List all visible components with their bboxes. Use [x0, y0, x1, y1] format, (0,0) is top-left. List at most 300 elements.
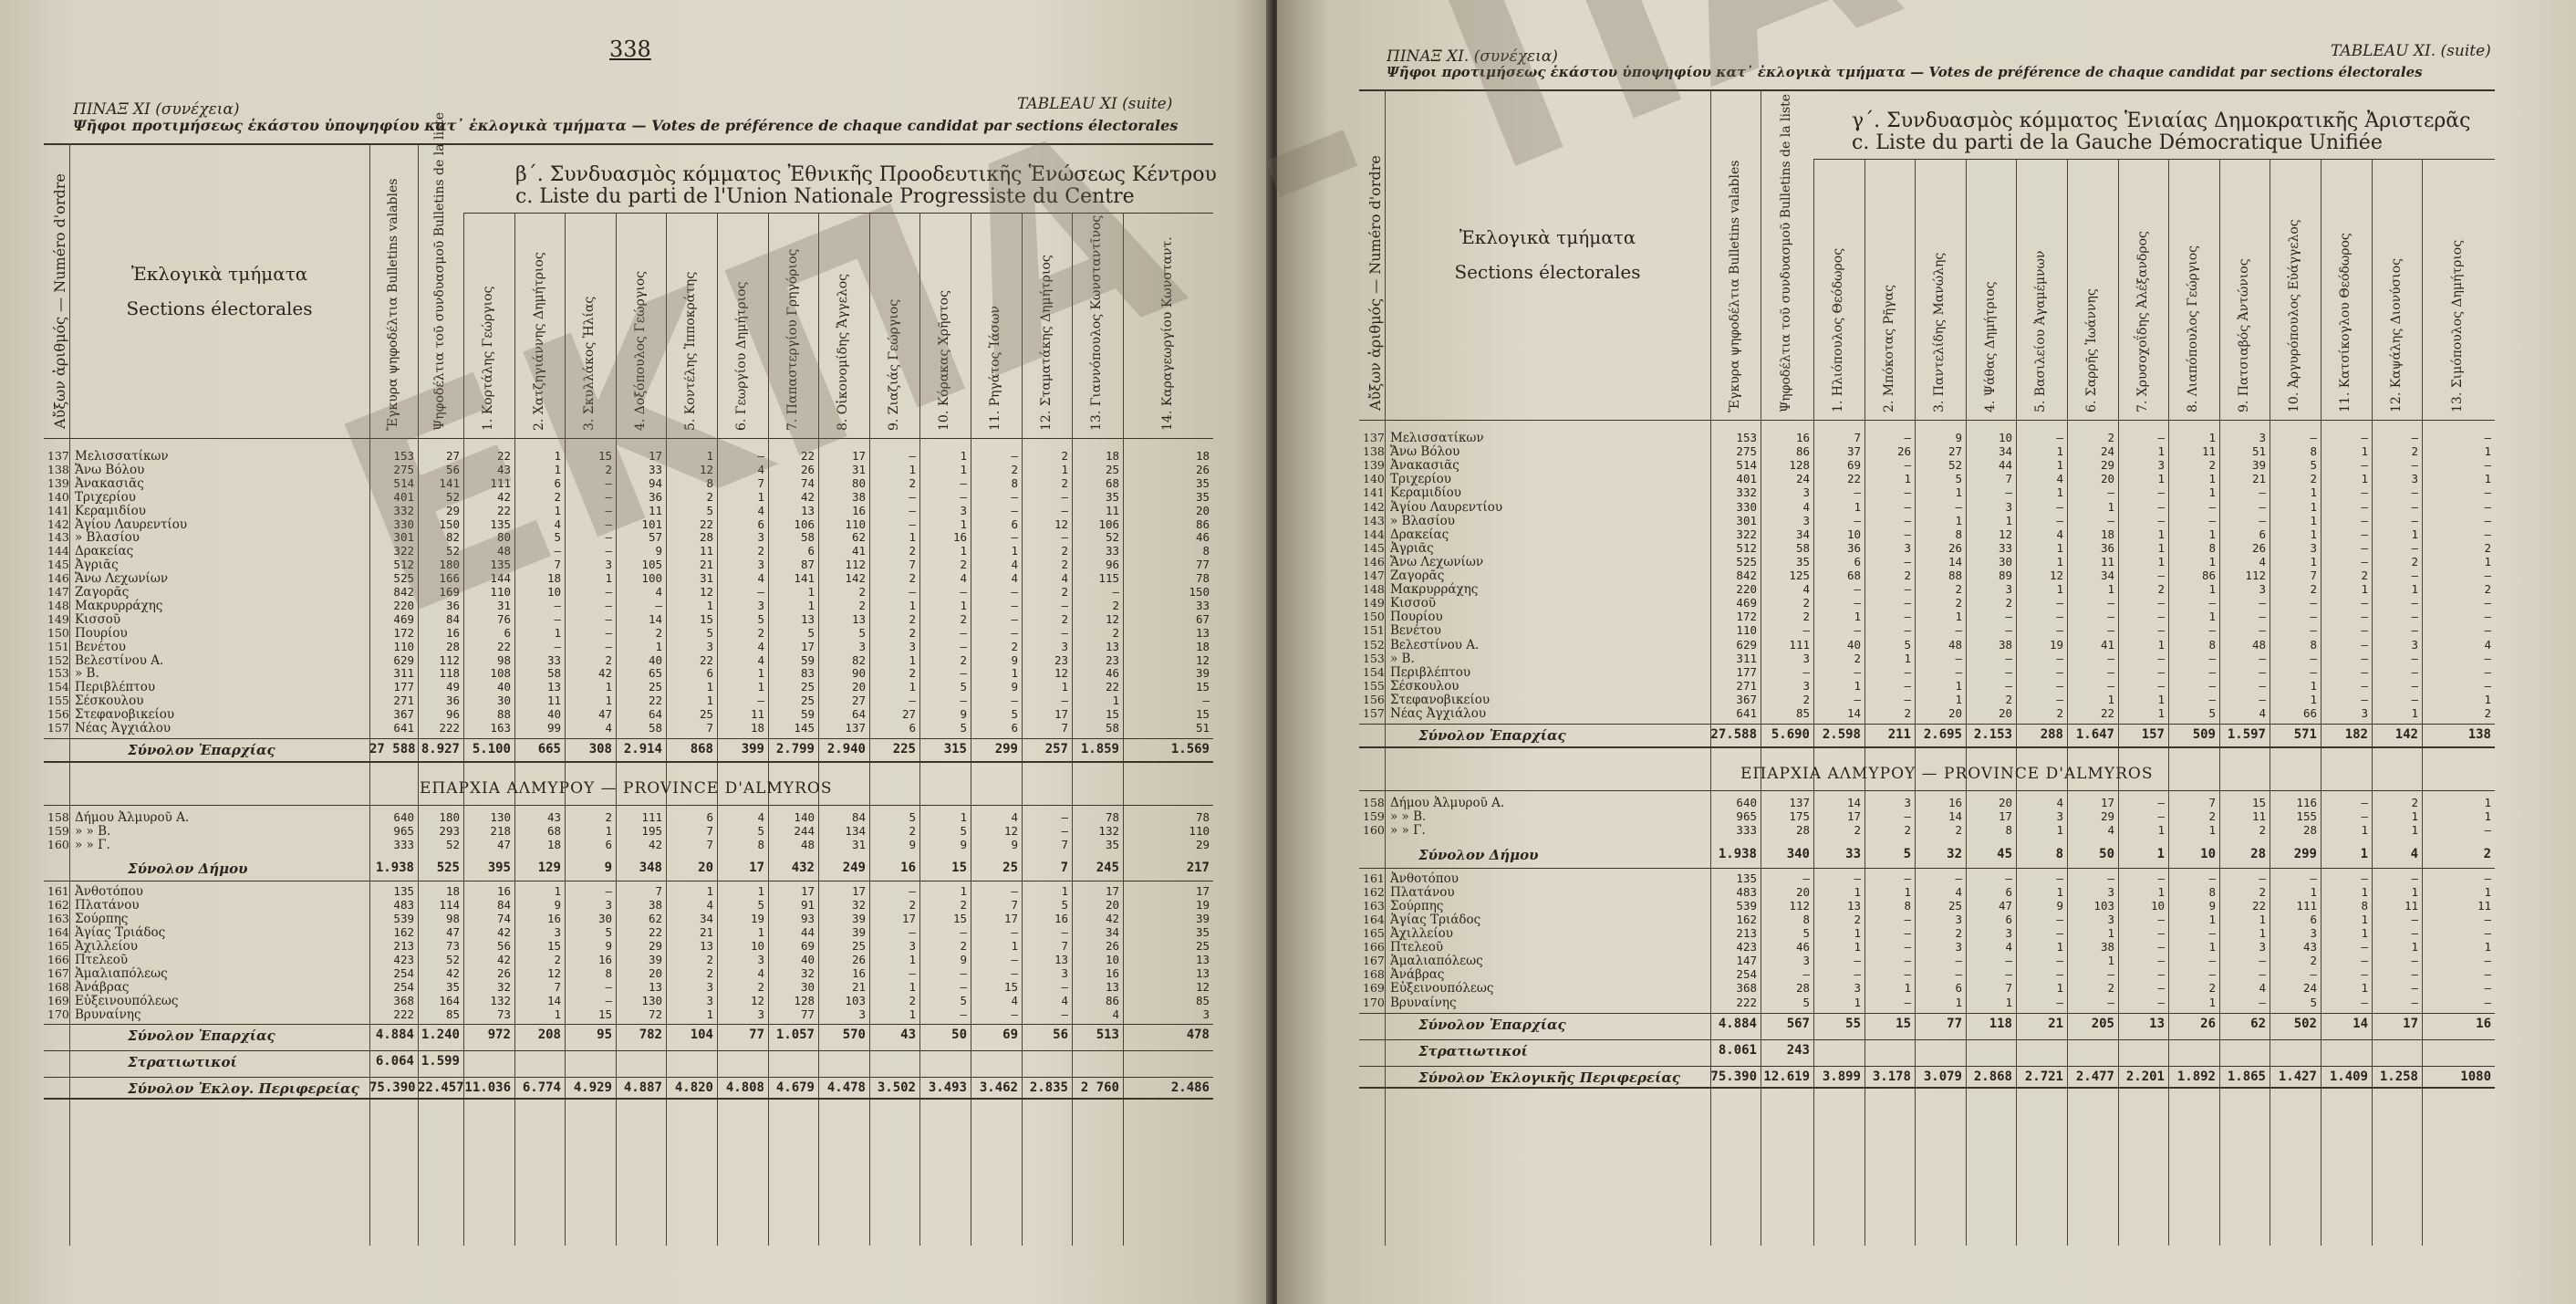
cell-value: — [1011, 585, 1018, 599]
cell-value: 1 [554, 1007, 561, 1021]
table-row [1277, 871, 2576, 885]
cell-value: — [2157, 513, 2165, 527]
cell-value: 395 [487, 860, 511, 875]
cell-value: — [2411, 678, 2418, 693]
cell-value: 1 [605, 823, 612, 838]
cell-value: 4 [2056, 472, 2063, 486]
cell-value: 2 [1112, 598, 1119, 612]
cell-value: 4 [1011, 993, 1018, 1007]
cell-value: 16 [597, 952, 612, 966]
cell-value: 1 [2411, 884, 2418, 899]
cell-value: 2 [2005, 596, 2012, 610]
table-row [1277, 913, 2576, 926]
table-row [1277, 940, 2576, 954]
cell-value: 1 [2157, 637, 2165, 652]
cell-value: — [1904, 596, 1911, 610]
row-number: 143 [1363, 513, 1385, 527]
cell-value: 28 [445, 639, 460, 653]
cell-value: 85 [1795, 706, 1810, 720]
row-number: 168 [47, 979, 69, 994]
top-rule [44, 143, 1213, 145]
cell-value: — [2484, 651, 2491, 665]
cell-value: 29 [445, 503, 460, 517]
row-number: 161 [47, 884, 69, 899]
cell-value: 4 [757, 571, 764, 586]
cell-value: 5 [909, 809, 916, 824]
cell-value: — [2259, 871, 2266, 885]
cell-value: 6 [706, 666, 713, 681]
cell-value: 18 [546, 837, 561, 851]
cell-value: 43 [496, 462, 511, 476]
cell-value: — [2259, 678, 2266, 693]
cell-value: 28 [1795, 823, 1810, 838]
cell-value: 162 [1736, 912, 1757, 926]
cell-value: 16 [1795, 431, 1810, 444]
total2-rule [44, 1024, 1213, 1025]
cell-value: 7 [655, 884, 662, 899]
table-row [0, 653, 1272, 667]
cell-value: 1 [2005, 995, 2012, 1009]
cell-value: 4.929 [573, 1080, 612, 1096]
cell-value: 38 [851, 489, 866, 504]
row-number: 164 [1363, 912, 1385, 926]
cell-value: 73 [445, 939, 460, 953]
cell-value: 2 [858, 598, 866, 612]
cell-value: 3 [757, 1007, 764, 1021]
cell-value: — [2208, 664, 2216, 679]
row-label: Εὐξεινουπόλεως [1390, 981, 1494, 996]
table-row [1277, 638, 2576, 652]
cell-value: 55 [1845, 1016, 1861, 1031]
district-total-row [0, 1080, 1272, 1098]
cell-value: — [2056, 967, 2063, 982]
cell-value: 20 [698, 860, 713, 875]
cell-value: — [2411, 954, 2418, 968]
cell-value: 11 [699, 544, 713, 558]
cell-value: 10 [1846, 527, 1861, 541]
row-label: Σύνολον Ἐκλογ. Περιφερείας [128, 1080, 359, 1098]
cell-value: 11 [750, 707, 764, 722]
district-rule [1359, 1066, 2495, 1067]
cell-value: 22 [496, 449, 511, 463]
row-label: Σύνολον Ἐπαρχίας [1418, 1016, 1566, 1033]
cell-value: 4.808 [725, 1080, 764, 1096]
cell-value: — [1904, 871, 1911, 885]
cell-value: — [2484, 995, 2491, 1009]
row-number: 140 [47, 489, 69, 504]
cell-value: 1 [706, 1007, 713, 1021]
cell-value: 35 [445, 979, 460, 994]
table-row [0, 939, 1272, 953]
cell-value: — [2310, 596, 2317, 610]
cell-value: 9 [909, 837, 916, 851]
cell-value: 1 [2310, 884, 2317, 899]
cell-value: 6 [2005, 884, 2012, 899]
table-row [1277, 527, 2576, 541]
cell-value: — [2361, 623, 2368, 638]
cell-value: 25 [1002, 860, 1018, 875]
cell-value: 2 [1061, 449, 1068, 463]
cell-value: 7 [1060, 860, 1068, 875]
cell-value: 4.820 [674, 1080, 713, 1096]
cell-value: 8 [2310, 444, 2317, 459]
cell-value: 5 [1011, 707, 1018, 722]
cell-value: 4 [2410, 846, 2418, 861]
cell-value: — [909, 516, 916, 531]
column-header-label: 5. Βασιλείου Ἀγαμέμνων [2033, 250, 2048, 412]
cell-value: 641 [393, 721, 414, 735]
cell-value: 1.569 [1170, 741, 1210, 756]
cell-value: 469 [1736, 596, 1757, 610]
cell-value: — [655, 598, 662, 612]
cell-value: 12 [2049, 569, 2063, 582]
column-header-label: 11. Κατσίκογλου Θεόδωρος [2338, 233, 2353, 412]
cell-value: 20 [1195, 503, 1210, 517]
cell-value: 177 [393, 680, 414, 694]
row-label: Σύνολον Δήμου [128, 860, 248, 877]
row-label: Μελισσατίκων [1390, 431, 1484, 445]
cell-value: — [2361, 678, 2368, 693]
cell-value: 29 [648, 939, 662, 953]
cell-value: 84 [496, 898, 511, 913]
column-header-label: 9. Πατσιαβός Ἀντώνιος [2236, 258, 2251, 412]
cell-value: 3.899 [1822, 1069, 1861, 1084]
cell-value: 2.940 [826, 741, 866, 756]
cell-value: — [605, 516, 612, 531]
cell-value: — [2208, 623, 2216, 638]
cell-value: 23 [1054, 652, 1068, 667]
table-row [1277, 555, 2576, 569]
row-label: Σύνολον Ἐπαρχίας [128, 741, 275, 758]
cell-value: 512 [1736, 540, 1757, 555]
cell-value: — [960, 475, 967, 490]
cell-value: 11 [1105, 503, 1119, 517]
row-number: 155 [1363, 678, 1385, 693]
cell-value: 5 [2208, 706, 2216, 720]
cell-value: 2 [554, 952, 561, 966]
cell-value: 98 [445, 912, 460, 926]
cell-value: 9 [1011, 837, 1018, 851]
cell-value: 16 [1105, 965, 1119, 980]
cell-value: 965 [393, 823, 414, 838]
cell-value: 37 [1846, 444, 1861, 459]
cell-value: 85 [445, 1007, 460, 1021]
cell-value: 1 [2361, 912, 2368, 926]
row-label: Νέας Ἀγχιάλου [1390, 706, 1487, 721]
cell-value: 2 [1061, 585, 1068, 599]
row-number: 142 [1363, 499, 1385, 514]
cell-value: 50 [2099, 846, 2114, 861]
cell-value: 1 [807, 585, 815, 599]
cell-value: — [2484, 823, 2491, 838]
cell-value: 629 [393, 652, 414, 667]
row-number: 167 [1363, 954, 1385, 968]
table-row [1277, 541, 2576, 555]
row-label: Περιβλέπτου [1390, 664, 1471, 680]
cell-value: 14 [546, 993, 561, 1007]
cell-value: — [2484, 664, 2491, 679]
province-rule [1359, 790, 2495, 791]
cell-value: 84 [851, 809, 866, 824]
cell-value: 42 [496, 952, 511, 966]
cell-value: — [1011, 449, 1018, 463]
row-number: 147 [47, 585, 69, 599]
row-label: Ἀνακασιᾶς [1390, 458, 1459, 474]
cell-value: 333 [393, 837, 414, 851]
cell-value: 169 [439, 585, 460, 599]
cell-value: 2 [2208, 981, 2216, 996]
cell-value: — [1854, 582, 1861, 597]
cell-value: 1 [706, 884, 713, 899]
cell-value: — [2157, 967, 2165, 982]
cell-value: 17 [2100, 796, 2114, 810]
cell-value: 26 [1105, 939, 1119, 953]
row-number: 153 [47, 666, 69, 681]
cell-value: 17 [851, 884, 866, 899]
cell-value: 9 [554, 898, 561, 913]
cell-value: 8 [2310, 637, 2317, 652]
cell-value: 1 [1854, 995, 1861, 1009]
row-label: Ἁγίου Λαυρεντίου [1390, 499, 1503, 515]
cell-value: 2.695 [1923, 727, 1962, 743]
cell-value: 3 [2259, 431, 2266, 444]
table-row [1277, 926, 2576, 940]
cell-value: — [605, 544, 612, 558]
cell-value: 7 [757, 475, 764, 490]
cell-value: 16 [1948, 796, 1962, 810]
cell-value: 58 [546, 666, 561, 681]
row-number: 147 [1363, 569, 1385, 582]
cell-value: 3 [2259, 582, 2266, 597]
cell-value: — [2361, 692, 2368, 706]
cell-value: 138 [2467, 727, 2491, 743]
cell-value: 1 [960, 462, 967, 476]
cell-value: 4 [554, 516, 561, 531]
cell-value: 18 [2100, 527, 2114, 541]
cell-value: 6 [706, 809, 713, 824]
cell-value: 43 [2302, 940, 2317, 955]
cell-value: 1 [1955, 513, 1962, 527]
cell-value: 1 [554, 625, 561, 640]
cell-value: — [2259, 485, 2266, 500]
cell-value: 1 [1955, 610, 1962, 624]
cell-value: 1 [706, 598, 713, 612]
cell-value: 21 [2048, 1016, 2063, 1031]
cell-value: 1 [1854, 610, 1861, 624]
cell-value: 23 [1105, 652, 1119, 667]
table-row [0, 490, 1272, 504]
cell-value: 1 [2310, 554, 2317, 569]
cell-value: 1 [706, 680, 713, 694]
cell-value: — [1854, 664, 1861, 679]
cell-value: 90 [851, 666, 866, 681]
cell-value: 16 [496, 884, 511, 899]
table-row [1277, 569, 2576, 582]
cell-value: — [2005, 967, 2012, 982]
column-header-label: 9. Ζιαζιάς Γεώργιος [886, 298, 901, 431]
cell-value: 332 [393, 503, 414, 517]
cell-value: 4 [757, 639, 764, 653]
cell-value: 25 [699, 707, 713, 722]
table-row [1277, 796, 2576, 809]
cell-value: 12 [1105, 611, 1119, 626]
cell-value: 5 [1955, 472, 1962, 486]
cell-value: 1 [554, 462, 561, 476]
cell-value: — [2484, 513, 2491, 527]
cell-value: 66 [2302, 706, 2317, 720]
cell-value: 972 [487, 1028, 511, 1043]
total-rule [44, 738, 1213, 739]
cell-value: 1.057 [775, 1028, 815, 1043]
cell-value: 5 [1802, 926, 1810, 940]
sections-label-french: Sections électorales [126, 297, 313, 319]
cell-value: — [1904, 582, 1911, 597]
cell-value: 4 [757, 965, 764, 980]
district-rule [44, 1077, 1213, 1078]
cell-value: 195 [641, 823, 662, 838]
cell-value: 1 [2360, 846, 2368, 861]
cell-value: 1.258 [2379, 1069, 2418, 1084]
cell-value: 8 [605, 965, 612, 980]
cell-value: 150 [1189, 585, 1210, 599]
cell-value: 26 [1195, 462, 1210, 476]
cell-value: 1 [706, 449, 713, 463]
cell-value: 3 [2411, 472, 2418, 486]
cell-value: 52 [445, 544, 460, 558]
table-row [1277, 472, 2576, 485]
cell-value: 20 [1795, 884, 1810, 899]
cell-value: 42 [496, 489, 511, 504]
cell-value: 9 [2208, 898, 2216, 913]
cell-value: 3 [2310, 926, 2317, 940]
cell-value: — [2157, 431, 2165, 444]
cell-value: — [960, 585, 967, 599]
cell-value: — [2056, 692, 2063, 706]
row-number: 167 [47, 965, 69, 980]
row-label: Ἄνω Βόλου [1390, 444, 1460, 460]
row-label: Ἁμαλιαπόλεως [1390, 954, 1483, 969]
cell-value: 1 [909, 952, 916, 966]
cell-value: 8 [2361, 898, 2368, 913]
cell-value: 24 [1795, 472, 1810, 486]
cell-value: 1 [2259, 926, 2266, 940]
cell-value: 5 [807, 625, 815, 640]
cell-value: — [909, 503, 916, 517]
cell-value: 15 [597, 1007, 612, 1021]
cell-value: 21 [699, 925, 713, 940]
row-number: 161 [1363, 871, 1385, 885]
row-label: Κεραμιδίου [75, 503, 146, 518]
cell-value: 1 [2056, 981, 2063, 996]
cell-value: — [2208, 596, 2216, 610]
cell-value: 16 [445, 625, 460, 640]
cell-value: 868 [690, 741, 713, 756]
cell-value: 3.502 [877, 1080, 916, 1096]
cell-value: 177 [1736, 664, 1757, 679]
cell-value: 22 [648, 694, 662, 708]
cell-value: 3 [757, 598, 764, 612]
cell-value: 125 [1789, 569, 1810, 582]
cell-value: 30 [800, 979, 815, 994]
cell-value: 155 [2296, 809, 2317, 824]
cell-value: 74 [496, 912, 511, 926]
cell-value: 7 [2208, 796, 2216, 810]
cell-value: 65 [648, 666, 662, 681]
cell-value: 112 [439, 652, 460, 667]
cell-value: 539 [1736, 898, 1757, 913]
cell-value: 42 [800, 489, 815, 504]
cell-value: — [1904, 967, 1911, 982]
cell-value: — [960, 965, 967, 980]
header-bottom-rule [44, 438, 1213, 439]
cell-value: 514 [393, 475, 414, 490]
table-row [0, 980, 1272, 994]
cell-value: — [605, 489, 612, 504]
cell-value: 641 [1736, 706, 1757, 720]
cell-value: 3 [2259, 940, 2266, 955]
cell-value: 1 [2411, 823, 2418, 838]
cell-value: 2 [1904, 823, 1911, 838]
cell-value: 130 [490, 809, 511, 824]
cell-value: 8 [1011, 475, 1018, 490]
cell-value: 104 [690, 1028, 713, 1043]
cell-value: 2 [757, 979, 764, 994]
cell-value: 30 [1998, 554, 2012, 569]
cell-value: 4 [655, 585, 662, 599]
cell-value: 47 [1998, 898, 2012, 913]
table-row [1277, 610, 2576, 623]
column-header-label: 4. Ψάθας Δημήτριος [1982, 281, 1998, 412]
cell-value: — [2361, 940, 2368, 955]
cell-value: 58 [1105, 721, 1119, 735]
column-header-label: 7. Παπαστεργίου Γρηγόριος [784, 248, 800, 431]
cell-value: 13 [1195, 952, 1210, 966]
row-label: Στεφανοβικείου [75, 707, 175, 723]
cell-value: 2 [2361, 569, 2368, 582]
cell-value: — [2208, 954, 2216, 968]
row-label: Σούρπης [1390, 898, 1444, 913]
province-total-row [0, 742, 1272, 756]
row-label: » Βλασίου [1390, 513, 1455, 528]
cell-value: 16 [952, 530, 967, 545]
cell-value: 1 [2157, 472, 2165, 486]
row-number: 165 [1363, 926, 1385, 940]
cell-value: 17 [1195, 884, 1210, 899]
cell-value: 2 [605, 652, 612, 667]
cell-value: — [1904, 912, 1911, 926]
cell-value: 7 [909, 558, 916, 572]
table-subheader: Ψῆφοι προτιμήσεως ἑκάστου ὑποψηφίου κατ᾿ ἐκλογικὰ τμήματα — Votes de préférence de chaque candidat par sections électorales [1387, 64, 2423, 80]
cell-value: 56 [445, 462, 460, 476]
column-header-label: Ψηφοδέλτια τοῦ συνδυασμοῦ Bulletins de la liste [432, 111, 447, 431]
row-label: Πλατάνου [1390, 884, 1455, 900]
row-label: Ἄνω Λεχωνίων [1390, 554, 1484, 569]
cell-value: — [2484, 954, 2491, 968]
cell-value: 88 [496, 707, 511, 722]
cell-value: 2.153 [1973, 727, 2012, 743]
cell-value: 2 [2107, 431, 2114, 444]
cell-value: 56 [496, 939, 511, 953]
cell-value: 105 [641, 558, 662, 572]
cell-value: 49 [445, 680, 460, 694]
cell-value: — [2157, 569, 2165, 582]
cell-value: 322 [393, 544, 414, 558]
cell-value: — [1854, 623, 1861, 638]
cell-value: 111 [641, 809, 662, 824]
cell-value: — [2208, 499, 2216, 514]
cell-value: 7 [554, 979, 561, 994]
cell-value: 1 [554, 884, 561, 899]
